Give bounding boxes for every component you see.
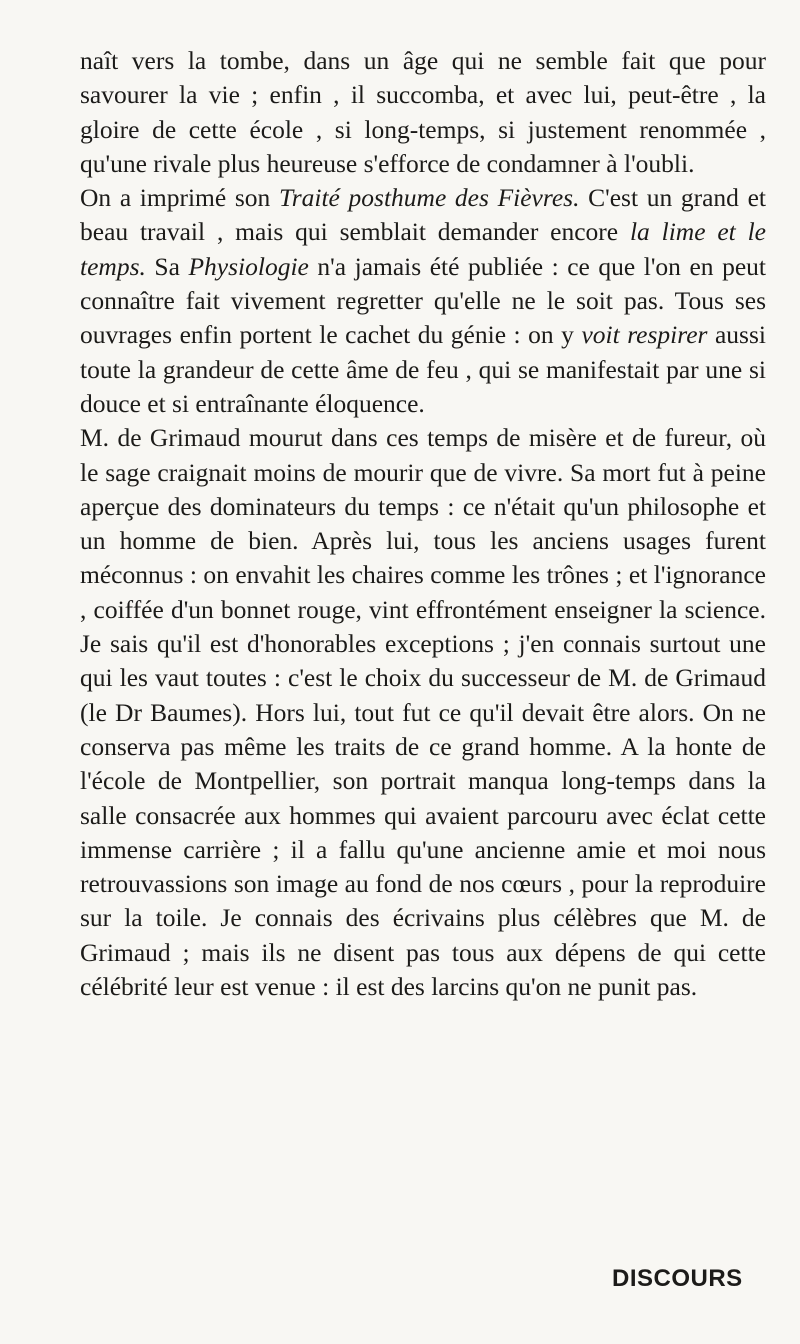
phrase-la-lime: la lime et le temps. bbox=[80, 217, 767, 281]
title-physiologie: Physiologie bbox=[188, 251, 309, 281]
paragraph-2-segment-3: C'est un grand et beau travail , mais qui semblait demander encore bbox=[80, 183, 766, 247]
paragraph-1-segment-1: naît vers la tombe, dans un âge qui ne semble fait que pour savourer la vie ; enfin , il succomba, et avec lui, peut-être , la gloire de cette école , si long-temps, si justement renommée , qu'une rivale plus heureuse s'efforce de condamner à l'oubli. bbox=[80, 46, 766, 178]
paragraph-2 bbox=[80, 181, 766, 421]
paragraph-3 bbox=[80, 421, 766, 1004]
paragraph-2-segment-7: n'a jamais été publiée : ce que l'on en peut connaître fait vivement regretter qu'elle ne le soit pas. Tous ses ouvrages enfin portent le cachet du génie : on y bbox=[80, 251, 766, 350]
catchword: DISCOURS bbox=[612, 1265, 743, 1292]
phrase-voit-respirer: voit respirer bbox=[581, 320, 708, 350]
body-text bbox=[80, 44, 766, 1004]
title-traite-posthume: Traité posthume des Fièvres. bbox=[278, 183, 580, 213]
paragraph-2-segment-5: Sa bbox=[145, 251, 189, 281]
paragraph-1 bbox=[80, 44, 766, 181]
paragraph-2-segment-1: On a imprimé son bbox=[80, 183, 279, 213]
paragraph-2-segment-9: aussi toute la grandeur de cette âme de feu , qui se manifestait par une si douce et si entraînante éloquence. bbox=[80, 320, 766, 418]
paragraph-3-segment-1: M. de Grimaud mourut dans ces temps de misère et de fureur, où le sage craignait moins de mourir que de vivre. Sa mort fut à peine aperçue des dominateurs du temps : ce n'était qu'un philosophe et un homme de bien. Après lui, tous les anciens usages furent méconnus : on envahit les chaires comme les trônes ; et l'ignorance , coiffée d'un bonnet rouge, vint effrontément enseigner la science. Je sais qu'il est d'honorables exceptions ; j'en connais surtout une qui les vaut toutes : c'est le choix du successeur de M. de Grimaud (le Dr Baumes). Hors lui, tout fut ce qu'il devait être alors. On ne conserva pas même les traits de ce grand homme. A la honte de l'école de Montpellier, son portrait manqua long-temps dans la salle consacrée aux hommes qui avaient parcouru avec éclat cette immense carrière ; il a fallu qu'une ancienne amie et moi nous retrouvassions son image au fond de nos cœurs , pour la reproduire sur la toile. Je connais des écrivains plus célèbres que M. de Grimaud ; mais ils ne disent pas tous aux dépens de qui cette célébrité leur est venue : il est des larcins qu'on ne punit pas. bbox=[80, 423, 766, 1002]
